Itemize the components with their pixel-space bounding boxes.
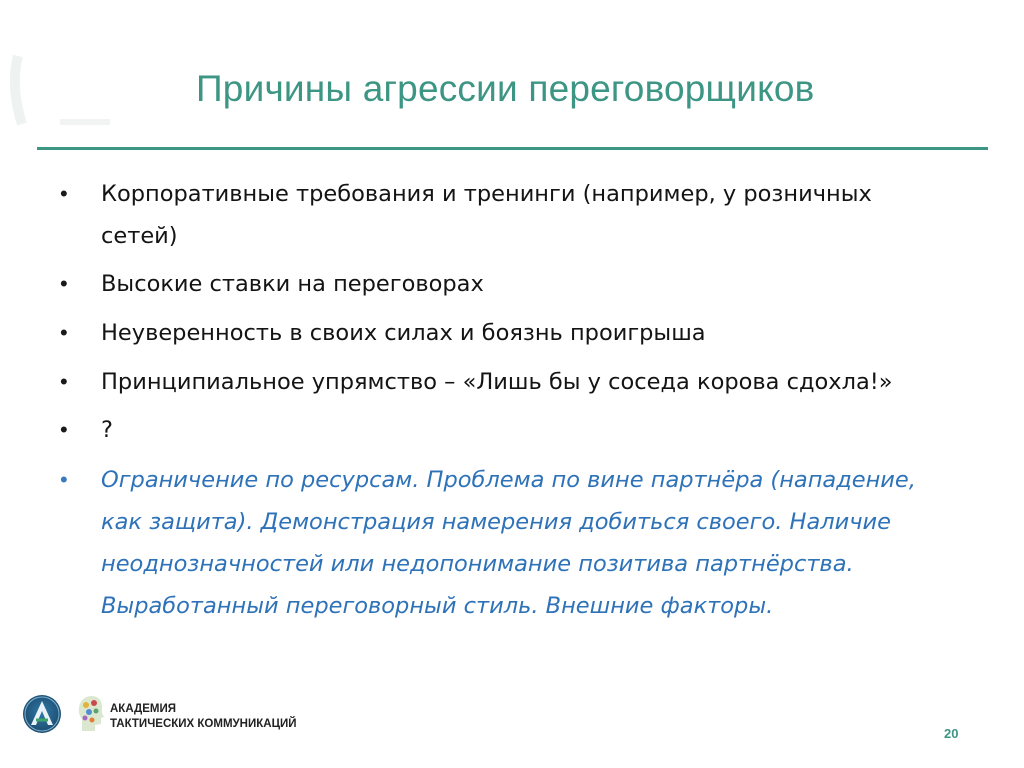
bullet-marker: • xyxy=(60,320,68,345)
bullet-text: Принципиальное упрямство – «Лишь бы у соседа корова сдохла!» xyxy=(101,369,893,395)
bullet-text: Высокие ставки на переговорах xyxy=(101,271,484,297)
bullet-text: Неуверенность в своих силах и боязнь проигрыша xyxy=(101,320,706,346)
footer-org-line1: АКАДЕМИЯ xyxy=(110,703,177,715)
bullet-marker: • xyxy=(60,181,68,206)
title-divider xyxy=(37,147,988,150)
bullet-marker: • xyxy=(60,417,68,442)
bullet-text: Ограничение по ресурсам. Проблема по вине партнёра (нападение, как защита). Демонстрация намерения добиться своего. Наличие неоднозначностей или недопонимание позитива партнёрства. Выработанный переговорный стиль. Внешние факторы. xyxy=(101,467,916,619)
footer-org-line2: ТАКТИЧЕСКИХ КОММУНИКАЦИЙ xyxy=(110,718,297,730)
slide-title: Причины агрессии переговорщиков xyxy=(196,68,815,109)
head-logo-icon xyxy=(76,693,104,733)
footer-organization xyxy=(110,702,297,732)
page-number: 20 xyxy=(944,726,959,741)
academy-a-logo-icon xyxy=(22,694,62,734)
watermark-decoration xyxy=(0,36,120,136)
bullet-marker: • xyxy=(60,467,68,492)
bullet-text: Корпоративные требования и тренинги (например, у розничных сетей) xyxy=(101,181,872,249)
bullet-marker: • xyxy=(60,369,68,394)
bullet-text: ? xyxy=(101,417,113,443)
bullet-marker: • xyxy=(60,271,68,296)
